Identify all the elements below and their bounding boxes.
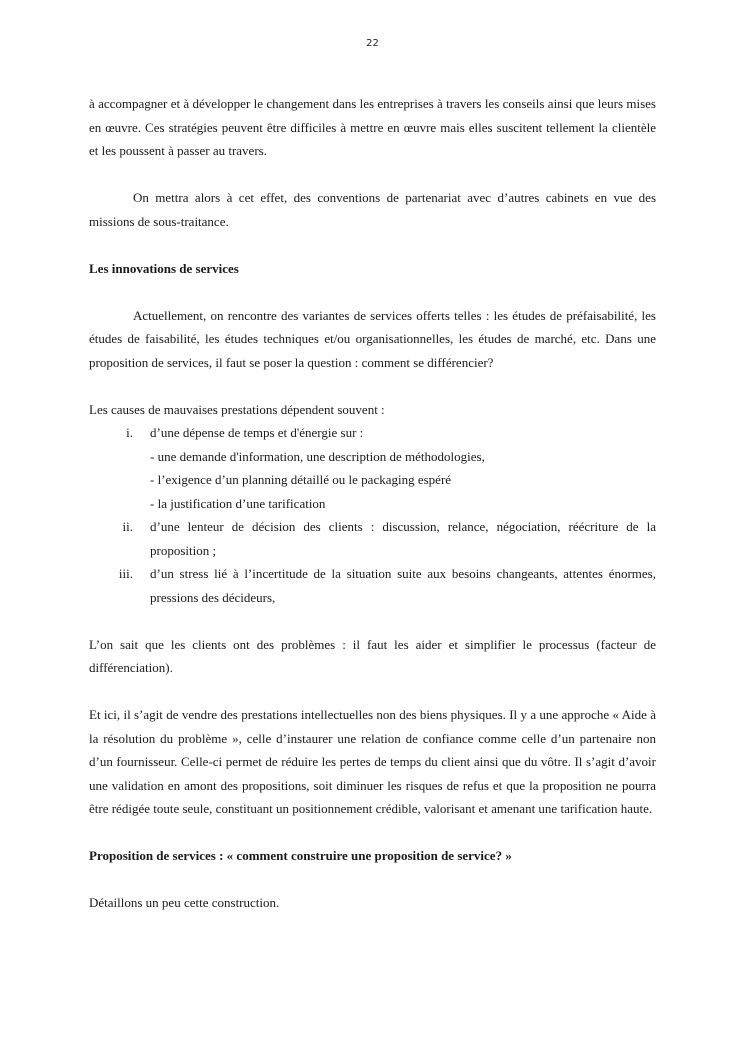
list-item-text: d’un stress lié à l’incertitude de la situation suite aux besoins changeants, attentes énormes, pressions des décideurs,	[150, 566, 656, 605]
causes-list	[89, 421, 656, 609]
list-numeral: ii.	[122, 519, 133, 534]
page-number: 22	[366, 38, 379, 49]
list-item	[89, 421, 656, 515]
paragraph-client-problems: L’on sait que les clients ont des problèmes : il faut les aider et simplifier le processus (facteur de différenciation).	[89, 636, 656, 675]
paragraph-service-variants: Actuellement, on rencontre des variantes de services offerts telles : les études de préfaisabilité, les études de faisabilité, les études techniques et/ou organisationnelles, les études de marché, etc. Dans une proposition de services, il faut se poser la question : comment se différencier?	[89, 307, 656, 370]
paragraph-partnership: On mettra alors à cet effet, des conventions de partenariat avec d’autres cabinets en vue des missions de sous-traitance.	[89, 190, 656, 229]
paragraph-intellectual-services: Et ici, il s’agit de vendre des prestations intellectuelles non des biens physiques. Il y a une approche « Aide à la résolution du problème », celle d’instaurer une relation de confiance comme celle d’un partenaire non d’un fournisseur. Celle-ci permet de réduire les pertes de temps du client ainsi que du vôtre. Il s’agit d’avoir une validation en amont des propositions, soit diminuer les risques de refus et que la proposition ne pourra être rédigée toute seule, constituant un positionnement crédible, valorisant et amenant une tarification haute.	[89, 707, 656, 816]
list-numeral: iii.	[118, 566, 133, 581]
list-subitem: - l’exigence d’un planning détaillé ou le packaging espéré	[150, 472, 452, 487]
list-item-text: d’une dépense de temps et d'énergie sur :	[150, 425, 364, 440]
list-numeral: i.	[126, 425, 133, 440]
list-item	[89, 515, 656, 562]
list-subitem: - la justification d’une tarification	[150, 495, 326, 511]
paragraph-causes-intro: Les causes de mauvaises prestations dépendent souvent :	[89, 401, 385, 417]
paragraph-continuation: à accompagner et à développer le changement dans les entreprises à travers les conseils ainsi que leurs mises en œuvre. Ces stratégies peuvent être difficiles à mettre en œuvre mais elles suscitent tellement la clientèle et les poussent à passer au travers.	[89, 96, 656, 158]
list-item	[89, 562, 656, 609]
section-heading-proposal: Proposition de services : « comment construire une proposition de service? »	[89, 848, 512, 863]
list-item-text: d’une lenteur de décision des clients : discussion, relance, négociation, réécriture de la proposition ;	[150, 519, 656, 558]
document-body	[89, 92, 656, 915]
paragraph-construction: Détaillons un peu cette construction.	[89, 895, 280, 910]
list-subitem: - une demande d'information, une description de méthodologies,	[150, 448, 485, 464]
section-heading-innovations: Les innovations de services	[89, 260, 239, 276]
